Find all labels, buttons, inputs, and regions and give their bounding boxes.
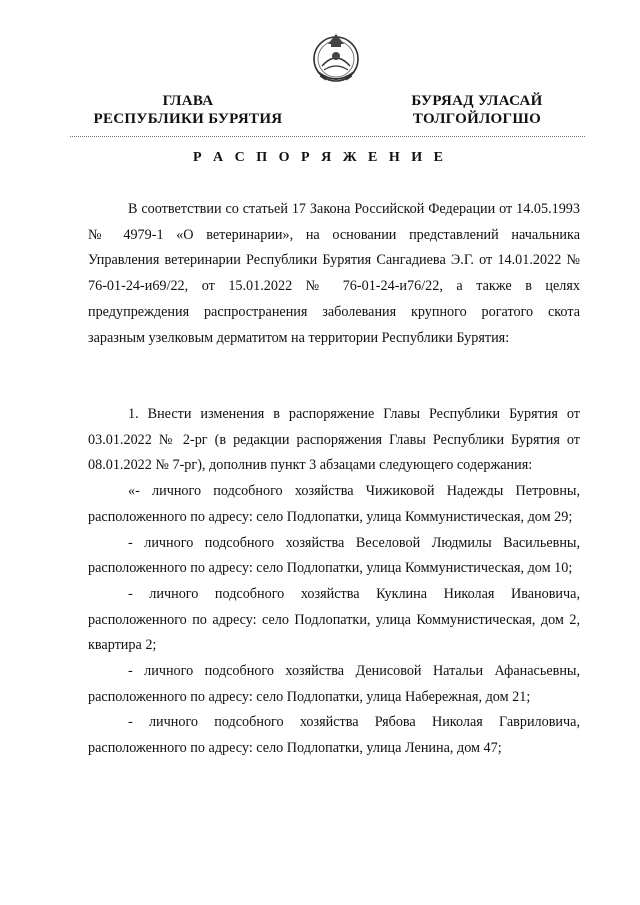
header-right-line2: ТОЛГОЙЛОГШО	[412, 111, 542, 127]
header-left-line2: РЕСПУБЛИКИ БУРЯТИЯ	[93, 111, 283, 127]
preamble-paragraph: В соответствии со статьей 17 Закона Российской Федерации от 14.05.1993 № 4979-1 «О ветеринарии», на основании представлений начальника Управления ветеринарии Республики Бурятия Сангадиева Э.Г. от 14.01.2022 № 76-01-24-и69/22, от 15.01.2022 № 76-01-24-и76/22, а также в целях предупреждения распространения заболевания крупного рогатого скота заразным узелковым дерматитом на территории Республики Бурятия:	[88, 201, 580, 346]
header-right-line1: БУРЯАД УЛАСАЙ	[411, 93, 543, 109]
header-right	[392, 92, 562, 128]
preamble-block	[88, 197, 580, 351]
header-left-line1: ГЛАВА	[162, 93, 214, 109]
list-item: - личного подсобного хозяйства Денисовой Натальи Афанасьевны, расположенного по адресу: село Подлопатки, улица Набережная, дом 21;	[88, 663, 580, 705]
list-item: - личного подсобного хозяйства Рябова Николая Гавриловича, расположенного по адресу: село Подлопатки, улица Ленина, дом 47;	[88, 714, 580, 757]
list-item: - личного подсобного хозяйства Куклина Николая Ивановича, расположенного по адресу: село Подлопатки, улица Коммунистическая, дом 2, квартира 2;	[88, 585, 580, 654]
coat-of-arms-emblem	[308, 28, 364, 88]
header-divider	[70, 136, 585, 137]
document-title: Р А С П О Р Я Ж Е Н И Е	[192, 150, 447, 165]
item-1-paragraph: 1. Внести изменения в распоряжение Главы Республики Бурятия от 03.01.2022 № 2-рг (в редакции распоряжения Главы Республики Бурятия от 08.01.2022 № 7-рг), дополнив пункт 3 абзацами следующего содержания:	[88, 406, 580, 474]
header-left	[88, 92, 288, 128]
item-block	[88, 402, 580, 762]
list-item: «- личного подсобного хозяйства Чижиковой Надежды Петровны, расположенного по адресу: село Подлопатки, улица Коммунистическая, дом 29;	[88, 483, 580, 525]
list-item: - личного подсобного хозяйства Веселовой Людмилы Васильевны, расположенного по адресу: село Подлопатки, улица Коммунистическая, дом 10;	[88, 534, 580, 577]
